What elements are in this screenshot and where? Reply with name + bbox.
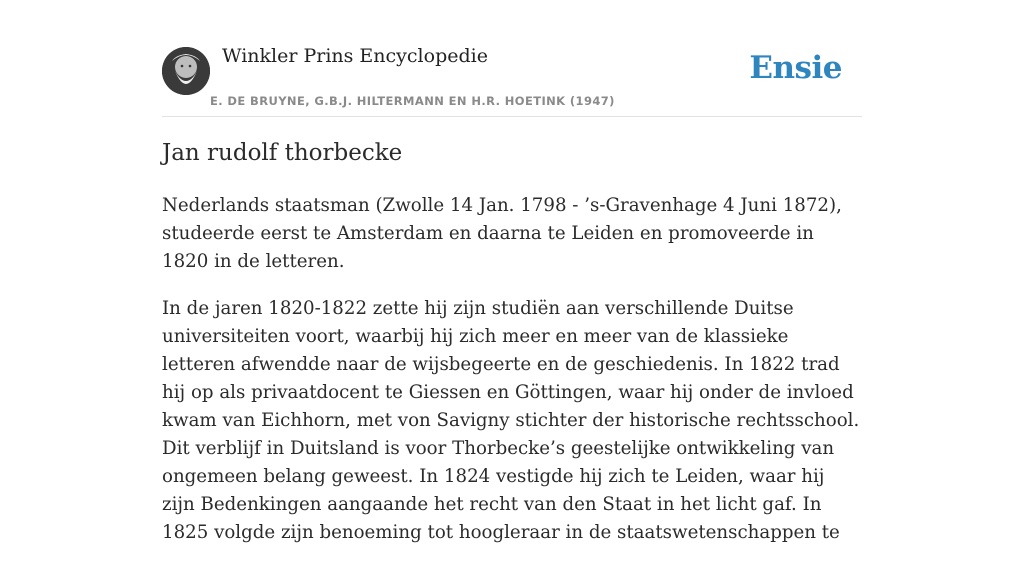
article-title: Jan rudolf thorbecke (162, 140, 403, 166)
source-title[interactable]: Winkler Prins Encyclopedie (222, 45, 488, 67)
portrait-icon (162, 47, 210, 95)
page-content (162, 0, 862, 543)
ensie-logo[interactable]: Ensie (749, 50, 842, 86)
source-authors: E. DE BRUYNE, G.B.J. HILTERMANN EN H.R. HOETINK (1947) (210, 94, 615, 108)
article-body (162, 192, 862, 566)
source-header (162, 0, 862, 117)
article-paragraph: Nederlands staatsman (Zwolle 14 Jan. 1798 - ’s-Gravenhage 4 Juni 1872), studeerde eerst te Amsterdam en daarna te Leiden en promoveerde in 1820 in de letteren. (162, 195, 842, 272)
article-paragraph: In de jaren 1820-1822 zette hij zijn studiën aan verschillende Duitse universiteiten voort, waarbij hij zich meer en meer van de klassieke letteren afwendde naar de wijsbegeerte en de geschiedenis. In 1822 trad hij op als privaatdocent te Giessen en Göttingen, waar hij onder de invloed kwam van Eichhorn, met von Savigny stichter der historische rechtsschool. Dit verblijf in Duitsland is voor Thorbecke’s geestelijke ontwikkeling van ongemeen belang geweest. In 1824 vestigde hij zich te Leiden, waar hij zijn Bedenkingen aangaande het recht van den Staat in het licht gaf. In 1825 volgde zijn benoeming tot hoogleraar in de staatswetenschappen te (162, 298, 860, 543)
portrait-avatar[interactable] (162, 47, 210, 95)
